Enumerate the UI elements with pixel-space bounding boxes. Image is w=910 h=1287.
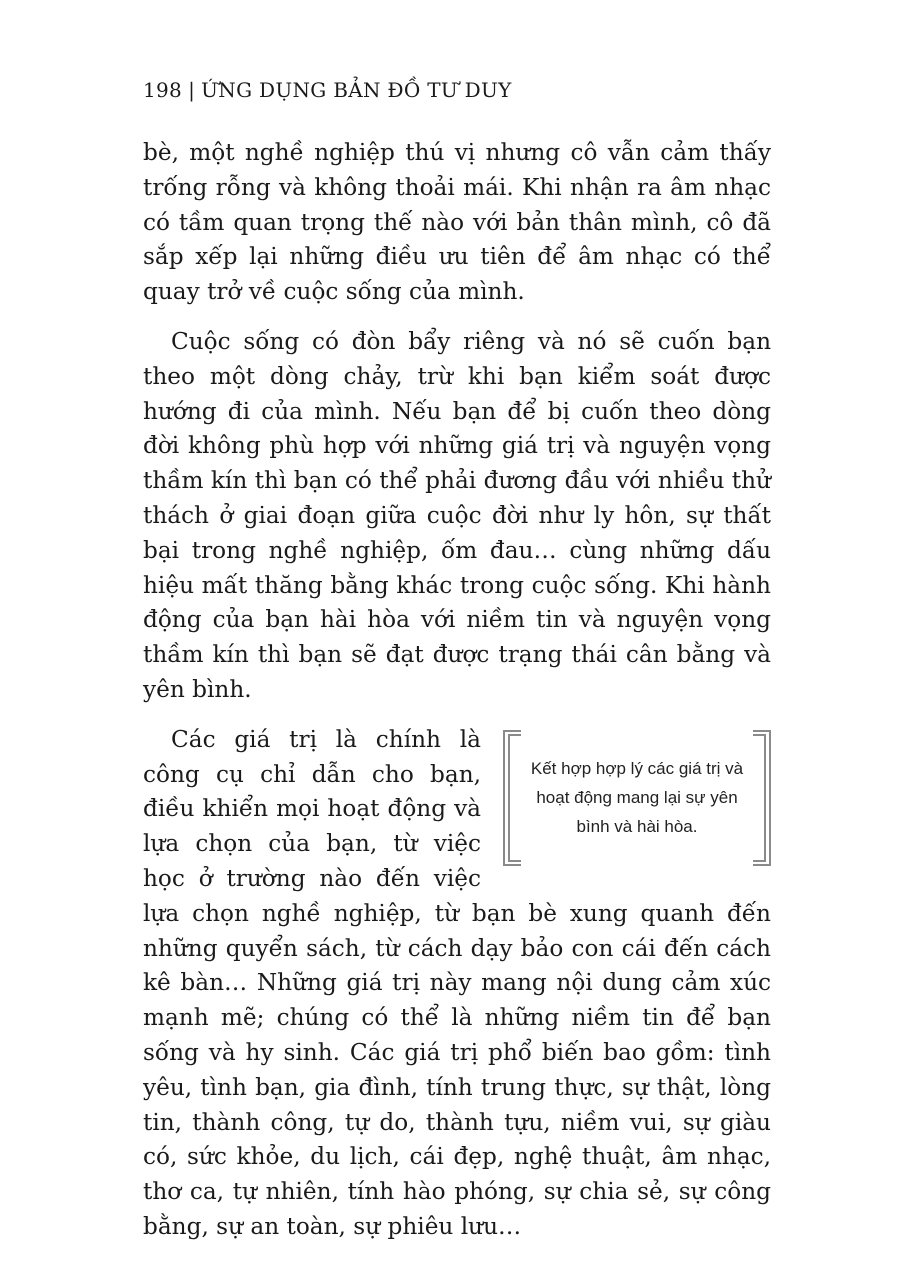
page-body bbox=[143, 136, 771, 1260]
pull-quote-text: Kết hợp hợp lý các giá trị và hoạt động mang lại sự yên bình và hài hòa. bbox=[530, 758, 744, 836]
pull-quote bbox=[503, 730, 771, 866]
pull-quote-left-bracket bbox=[503, 730, 521, 866]
header-separator: | bbox=[188, 78, 196, 102]
paragraph-continued: bè, một nghề nghiệp thú vị nhưng cô vẫn cảm thấy trống rỗng và không thoải mái. Khi nhận ra âm nhạc có tầm quan trọng thế nào với bản thân mình, cô đã sắp xếp lại những điều ưu tiên để âm nhạc có thể quay trở về cuộc sống của mình. bbox=[143, 139, 771, 306]
pull-quote-right-bracket bbox=[753, 730, 771, 866]
paragraph-values: Các giá trị là chính là công cụ chỉ dẫn cho bạn, điều khiển mọi hoạt động và lựa chọn của bạn, từ việc học ở trường nào đến việc lựa chọn nghề nghiệp, từ bạn bè xung quanh đến những quyển sách, từ cách dạy bảo con cái đến cách kê bàn… Những giá trị này mang nội dung cảm xúc mạnh mẽ; chúng có thể là những niềm tin để bạn sống và hy sinh. Các giá trị phổ biến bao gồm: tình yêu, tình bạn, gia đình, tính trung thực, sự thật, lòng tin, thành công, tự do, thành tựu, niềm vui, sự giàu có, sức khỏe, du lịch, cái đẹp, nghệ thuật, âm nhạc, thơ ca, tự nhiên, tính hào phóng, sự chia sẻ, sự công bằng, sự an toàn, sự phiêu lưu… bbox=[143, 725, 771, 1240]
running-header bbox=[143, 78, 512, 102]
paragraph-life-leverage: Cuộc sống có đòn bẩy riêng và nó sẽ cuốn bạn theo một dòng chảy, trừ khi bạn kiểm soát được hướng đi của mình. Nếu bạn để bị cuốn theo dòng đời không phù hợp với những giá trị và nguyện vọng thầm kín thì bạn có thể phải đương đầu với nhiều thử thách ở giai đoạn giữa cuộc đời như ly hôn, sự thất bại trong nghề nghiệp, ốm đau… cùng những dấu hiệu mất thăng bằng khác trong cuộc sống. Khi hành động của bạn hài hòa với niềm tin và nguyện vọng thầm kín thì bạn sẽ đạt được trạng thái cân bằng và yên bình. bbox=[143, 327, 771, 703]
book-title: ỨNG DỤNG BẢN ĐỒ TƯ DUY bbox=[201, 78, 512, 102]
page-number: 198 bbox=[143, 78, 183, 102]
